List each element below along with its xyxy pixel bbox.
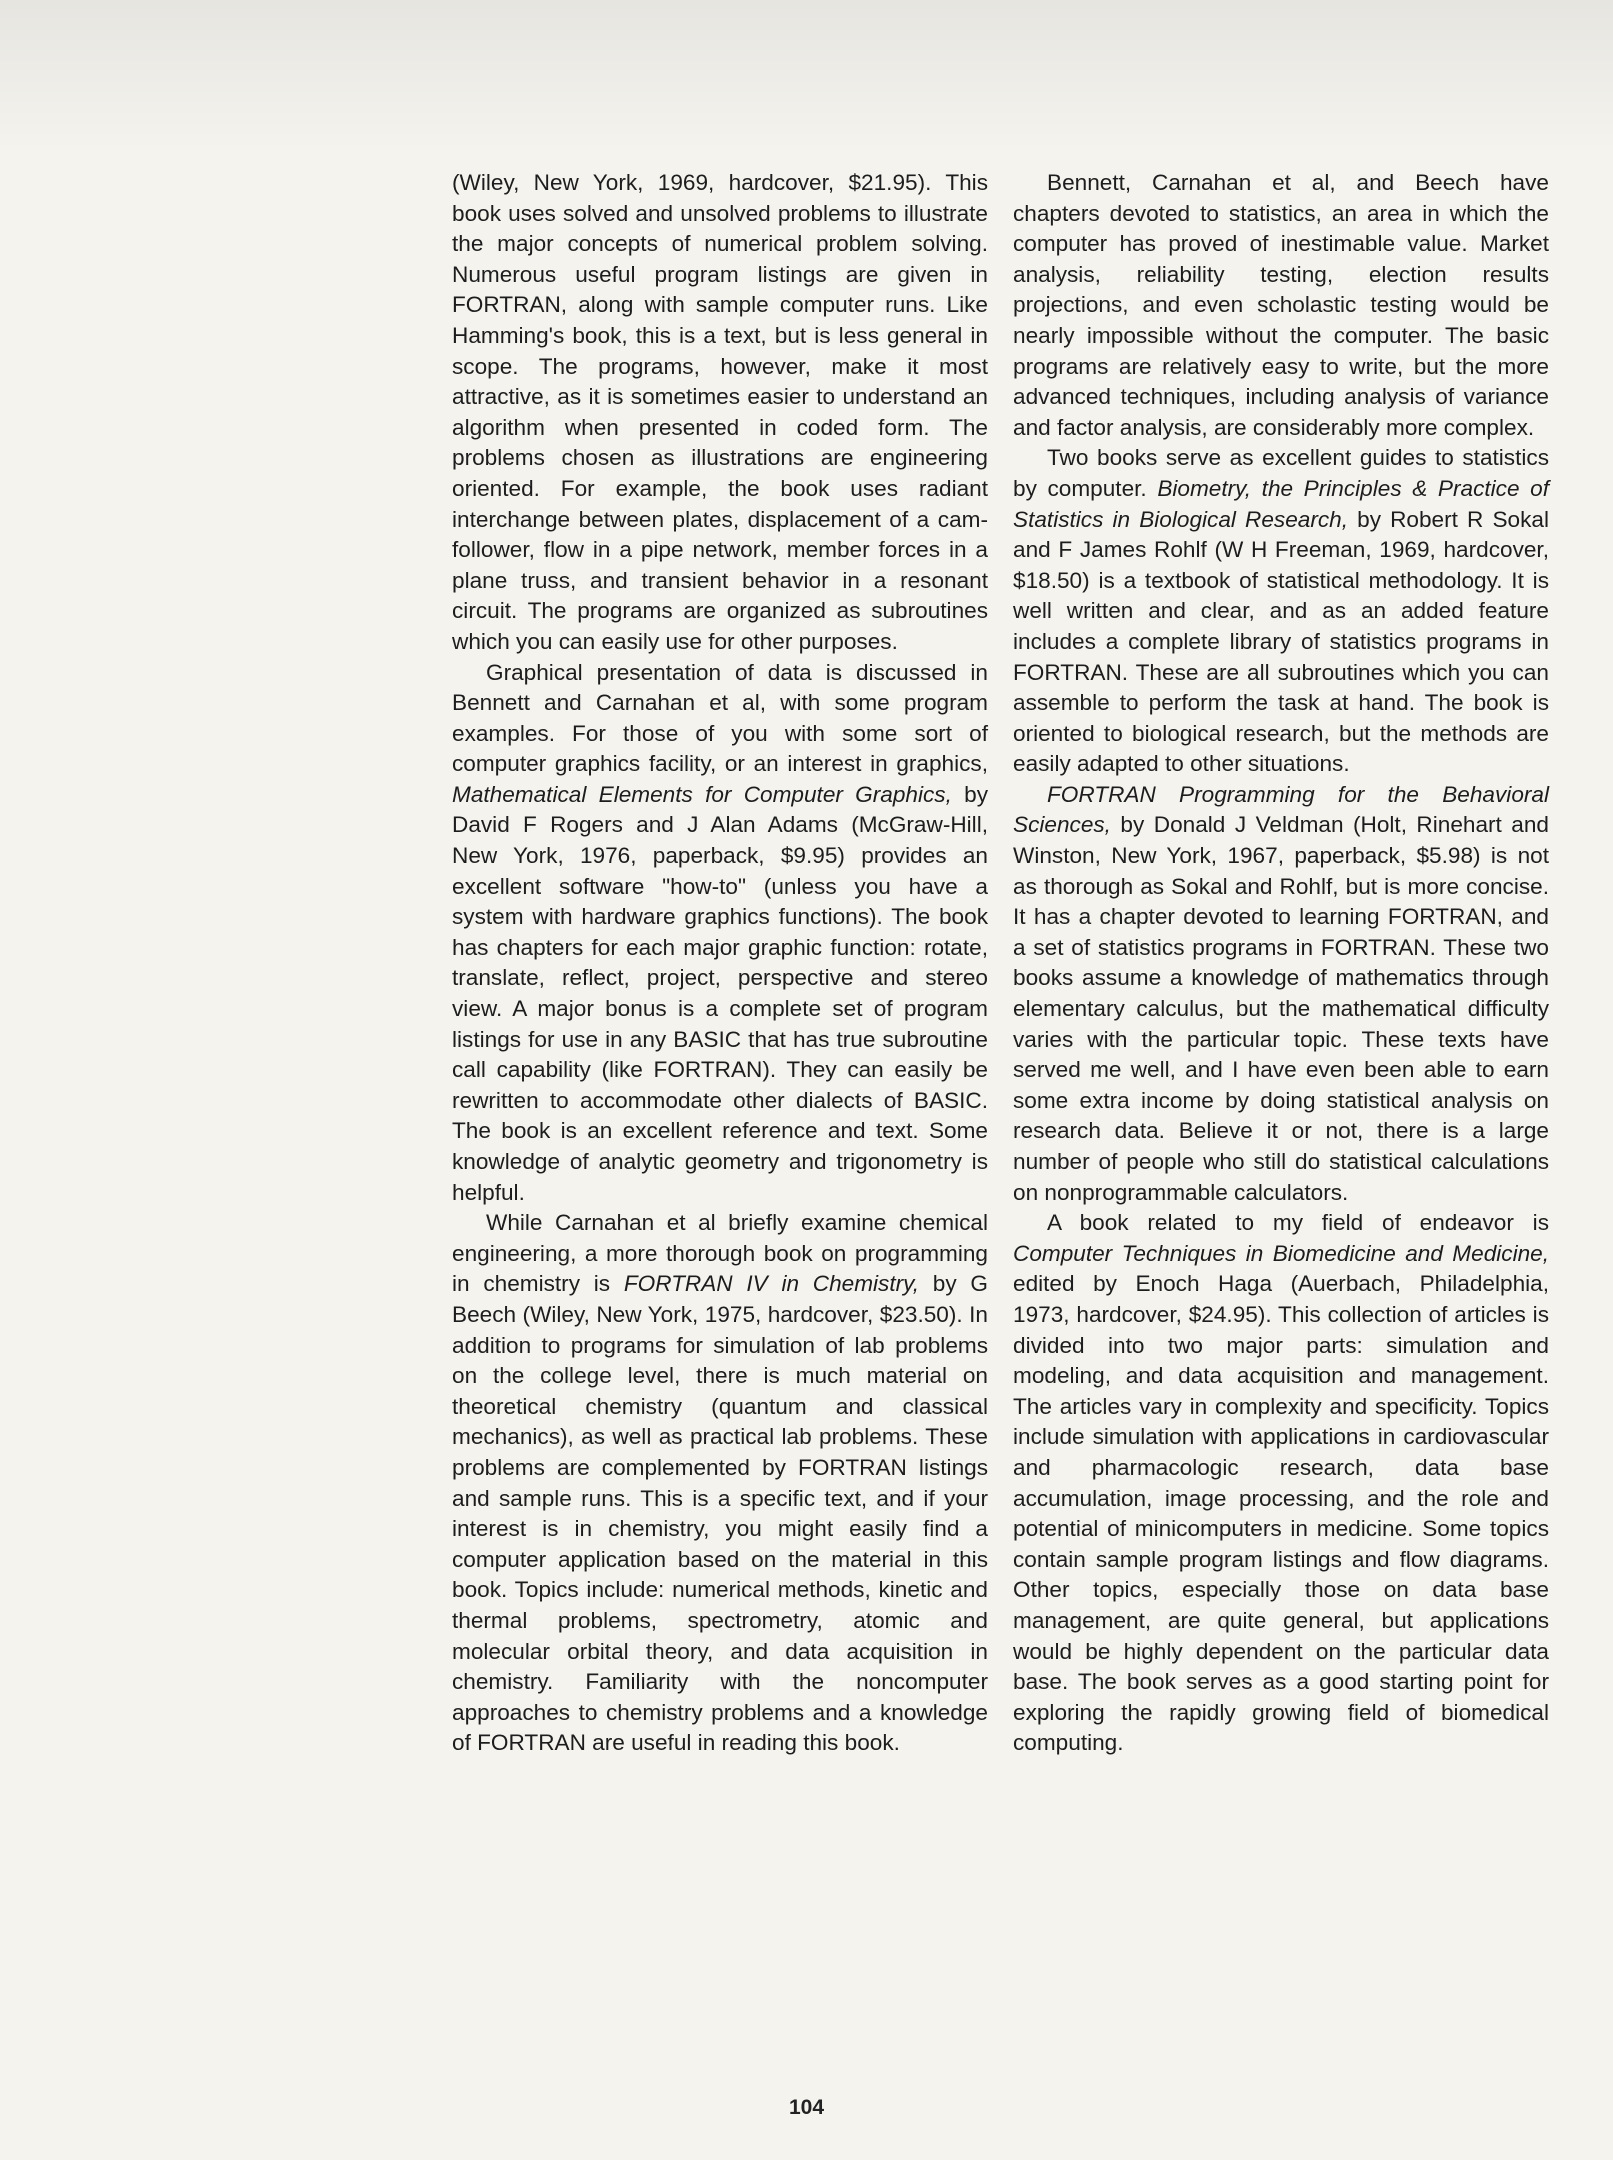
left-column [452, 168, 988, 1759]
book-title: Biometry, the Principles & Practice of Statistics in Biological Research, [1013, 475, 1549, 532]
paragraph-text: edited by Enoch Haga (Auerbach, Philadelphia, 1973, hardcover, $24.95). This collection of articles is divided into two major parts: simulation and modeling, and data acquisition and management. The articles vary in complexity and specificity. Topics include simulation with applications in cardiovascular and pharmacologic research, data base accumulation, image processing, and the role and potential of minicomputers in medicine. Some topics contain sample program listings and flow diagrams. Other topics, especially those on data base management, are quite general, but applications would be highly dependent on the particular data base. The book serves as a good starting point for exploring the rapidly growing field of biomedical computing. [1013, 1271, 1549, 1756]
paragraph [1013, 1208, 1549, 1759]
paragraph [452, 1208, 988, 1759]
book-title: FORTRAN Programming for the Behavioral Sciences, [1013, 781, 1549, 838]
paragraph-text: (Wiley, New York, 1969, hardcover, $21.95). This book uses solved and unsolved problems to illustrate the major concepts of numerical problem solving. Numerous useful program listings are given in FORTRAN, along with sample computer runs. Like Hamming's book, this is a text, but is less general in scope. The programs, however, make it most attractive, as it is sometimes easier to understand an algorithm when presented in coded form. The problems chosen as illustrations are engineering oriented. For example, the book uses radiant interchange between plates, displacement of a cam-follower, flow in a pipe network, member forces in a plane truss, and transient behavior in a resonant circuit. The programs are organized as subroutines which you can easily use for other purposes. [452, 170, 988, 654]
paragraph [452, 658, 988, 1209]
page-scan-shade [0, 0, 1613, 150]
paragraph [1013, 780, 1549, 1208]
paragraph-text: Graphical presentation of data is discussed in Bennett and Carnahan et al, with some program examples. For those of you with some sort of computer graphics facility, or an interest in graphics, [452, 659, 988, 777]
paragraph-text: by Donald J Veldman (Holt, Rinehart and Winston, New York, 1967, paperback, $5.98) is not as thorough as Sokal and Rohlf, but is more concise. It has a chapter devoted to learning FORTRAN, and a set of statistics programs in FORTRAN. These two books assume a knowledge of mathematics through elementary calculus, but the mathematical difficulty varies with the particular topic. These texts have served me well, and I have even been able to earn some extra income by doing statistical analysis on research data. Believe it or not, there is a large number of people who still do statistical calculations on nonprogrammable calculators. [1013, 812, 1549, 1205]
paragraph-text: by David F Rogers and J Alan Adams (McGraw-Hill, New York, 1976, paperback, $9.95) provides an excellent software "how-to" (unless you have a system with hardware graphics functions). The book has chapters for each major graphic function: rotate, translate, reflect, project, perspective and stereo view. A major bonus is a complete set of program listings for use in any BASIC that has true subroutine call capability (like FORTRAN). They can easily be rewritten to accommodate other dialects of BASIC. The book is an excellent reference and text. Some knowledge of analytic geometry and trigonometry is helpful. [452, 781, 989, 1205]
book-title: FORTRAN IV in Chemistry, [623, 1271, 920, 1297]
paragraph [1013, 168, 1549, 443]
paragraph-text: by G Beech (Wiley, New York, 1975, hardcover, $23.50). In addition to programs for simulation of lab problems on the college level, there is much material on theoretical chemistry (quantum and classical mechanics), as well as practical lab problems. These problems are complemented by FORTRAN listings and sample runs. This is a specific text, and if your interest is in chemistry, you might easily find a computer application based on the material in this book. Topics include: numerical methods, kinetic and thermal problems, spectrometry, atomic and molecular orbital theory, and data acquisition in chemistry. Familiarity with the noncomputer approaches to chemistry problems and a knowledge of FORTRAN are useful in reading this book. [452, 1271, 988, 1756]
book-title: Computer Techniques in Biomedicine and Medicine, [1013, 1240, 1549, 1266]
right-column [1013, 168, 1549, 1759]
paragraph-text: Two books serve as excellent guides to statistics by computer. [1013, 445, 1549, 501]
paragraph [1013, 443, 1549, 780]
paragraph-text: While Carnahan et al briefly examine chemical engineering, a more thorough book on programming in chemistry is [452, 1210, 988, 1297]
book-title: Mathematical Elements for Computer Graphics, [452, 781, 952, 807]
page-number: 104 [788, 2096, 825, 2119]
paragraph-text: by Robert R Sokal and F James Rohlf (W H Freeman, 1969, hardcover, $18.50) is a textbook of statistical methodology. It is well written and clear, and as an added feature includes a complete library of statistics programs in FORTRAN. These are all subroutines which you can assemble to perform the task at hand. The book is oriented to biological research, but the methods are easily adapted to other situations. [1013, 506, 1549, 777]
paragraph-text: Bennett, Carnahan et al, and Beech have chapters devoted to statistics, an area in which the computer has proved of inestimable value. Market analysis, reliability testing, election results projections, and even scholastic testing would be nearly impossible without the computer. The basic programs are relatively easy to write, but the more advanced techniques, including analysis of variance and factor analysis, are considerably more complex. [1013, 170, 1549, 440]
paragraph-text: A book related to my field of endeavor is [1047, 1210, 1549, 1236]
paragraph [452, 168, 988, 658]
